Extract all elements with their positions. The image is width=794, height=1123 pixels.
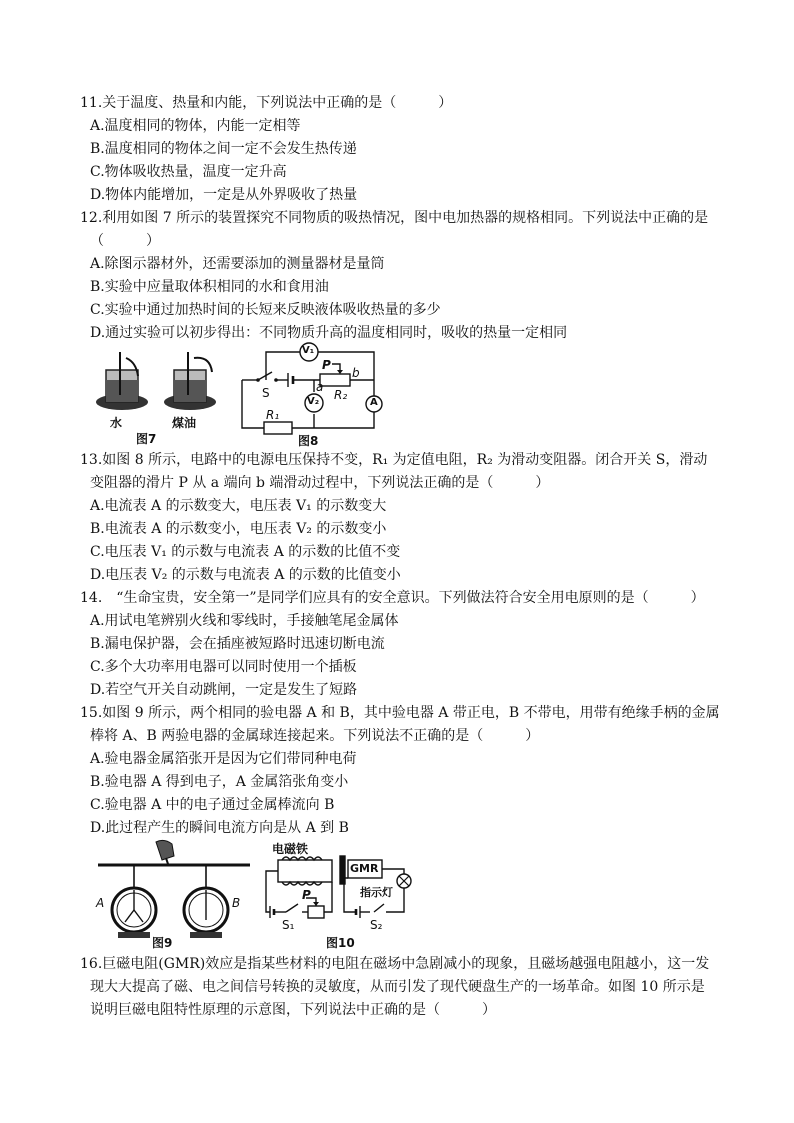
q14-option-b: B.漏电保护器，会在插座被短路时迅速切断电流 bbox=[90, 636, 385, 652]
q13-stem: 13.如图 8 所示，电路中的电源电压保持不变，R₁ 为定值电阻，R₂ 为滑动变阻器。闭合开关 S，滑动 bbox=[80, 452, 708, 468]
figure-10-label-s1: S₁ bbox=[282, 918, 295, 932]
q12-option-c: C.实验中通过加热时间的长短来反映液体吸收热量的多少 bbox=[90, 302, 441, 318]
q16-stem-cont-2: 说明巨磁电阻特性原理的示意图，下列说法中正确的是（ ） bbox=[90, 1002, 496, 1018]
q15-option-d: D.此过程产生的瞬间电流方向是从 A 到 B bbox=[90, 820, 349, 836]
q14-stem: 14. “生命宝贵，安全第一”是同学们应具有的安全意识。下列做法符合安全用电原则的是（ ） bbox=[80, 590, 705, 606]
figure-9-drawing bbox=[94, 838, 254, 950]
q11-stem: 11.关于温度、热量和内能，下列说法中正确的是（ ） bbox=[80, 95, 453, 111]
figure-8-label-ammeter: A bbox=[370, 397, 378, 408]
figure-8-label-a: a bbox=[316, 380, 324, 394]
figure-8-caption: 图8 bbox=[298, 434, 319, 448]
figure-8-label-switch: S bbox=[262, 386, 270, 400]
figure-9-label-b: B bbox=[232, 896, 241, 910]
q14-option-c: C.多个大功率用电器可以同时使用一个插板 bbox=[90, 659, 357, 675]
q16-stem-cont-1: 现大大提高了磁、电之间信号转换的灵敏度，从而引发了现代硬盘生产的一场革命。如图 10 所示是 bbox=[90, 979, 705, 995]
q15-option-b: B.验电器 A 得到电子，A 金属箔张角变小 bbox=[90, 774, 349, 790]
figure-9 bbox=[94, 838, 254, 950]
figure-9-label-a: A bbox=[96, 896, 105, 910]
q12-stem-cont: （ ） bbox=[90, 233, 160, 249]
figure-10-label-lamp: 指示灯 bbox=[360, 886, 393, 899]
q11-option-a: A.温度相同的物体，内能一定相等 bbox=[90, 118, 301, 134]
q15-stem: 15.如图 9 所示，两个相同的验电器 A 和 B，其中验电器 A 带正电，B 不带电，用带有绝缘手柄的金属 bbox=[80, 705, 720, 721]
figure-7-caption: 图7 bbox=[136, 432, 157, 446]
q14-option-d: D.若空气开关自动跳闸，一定是发生了短路 bbox=[90, 682, 358, 698]
q13-stem-cont: 变阻器的滑片 P 从 a 端向 b 端滑动过程中，下列说法正确的是（ ） bbox=[90, 475, 550, 491]
q15-option-c: C.验电器 A 中的电子通过金属棒流向 B bbox=[90, 797, 335, 813]
figure-8-label-r2: R₂ bbox=[334, 388, 348, 402]
q15-stem-cont: 棒将 A、B 两验电器的金属球连接起来。下列说法不正确的是（ ） bbox=[90, 728, 540, 744]
figure-10-label-electromagnet: 电磁铁 bbox=[272, 842, 309, 856]
figure-10-label-s2: S₂ bbox=[370, 918, 383, 932]
figure-8-label-b: b bbox=[352, 366, 360, 380]
figure-8-label-p: P bbox=[322, 358, 331, 372]
q13-option-c: C.电压表 V₁ 的示数与电流表 A 的示数的比值不变 bbox=[90, 544, 401, 560]
figure-8-label-r1: R₁ bbox=[266, 408, 280, 422]
q11-option-c: C.物体吸收热量，温度一定升高 bbox=[90, 164, 287, 180]
q13-option-a: A.电流表 A 的示数变大，电压表 V₁ 的示数变大 bbox=[90, 498, 387, 514]
figure-9-caption: 图9 bbox=[152, 936, 173, 950]
q11-option-d: D.物体内能增加，一定是从外界吸收了热量 bbox=[90, 187, 358, 203]
figure-7 bbox=[92, 350, 232, 445]
figure-8-label-v1: V₁ bbox=[302, 345, 315, 356]
figure-7-label-kerosene: 煤油 bbox=[172, 416, 197, 430]
q15-option-a: A.验电器金属箔张开是因为它们带同种电荷 bbox=[90, 751, 357, 767]
figure-10-label-gmr: GMR bbox=[350, 862, 379, 875]
figure-8 bbox=[236, 340, 386, 450]
figure-8-label-v2: V₂ bbox=[307, 396, 320, 407]
q12-option-d: D.通过实验可以初步得出：不同物质升高的温度相同时，吸收的热量一定相同 bbox=[90, 325, 568, 341]
q11-option-b: B.温度相同的物体之间一定不会发生热传递 bbox=[90, 141, 357, 157]
figure-7-label-water: 水 bbox=[110, 416, 123, 430]
q12-option-b: B.实验中应量取体积相同的水和食用油 bbox=[90, 279, 329, 295]
q12-option-a: A.除图示器材外，还需要添加的测量器材是量筒 bbox=[90, 256, 385, 272]
figure-10-label-p: P bbox=[302, 888, 311, 902]
q16-stem: 16.巨磁电阻(GMR)效应是指某些材料的电阻在磁场中急剧减小的现象，且磁场越强电阻越小，这一发 bbox=[80, 956, 710, 972]
figure-10-caption: 图10 bbox=[326, 936, 355, 950]
q12-stem: 12.利用如图 7 所示的装置探究不同物质的吸热情况，图中电加热器的规格相同。下列说法中正确的是 bbox=[80, 210, 709, 226]
q13-option-b: B.电流表 A 的示数变小，电压表 V₂ 的示数变小 bbox=[90, 521, 387, 537]
q13-option-d: D.电压表 V₂ 的示数与电流表 A 的示数的比值变小 bbox=[90, 567, 401, 583]
figure-10 bbox=[256, 838, 436, 950]
q14-option-a: A.用试电笔辨别火线和零线时，手接触笔尾金属体 bbox=[90, 613, 399, 629]
